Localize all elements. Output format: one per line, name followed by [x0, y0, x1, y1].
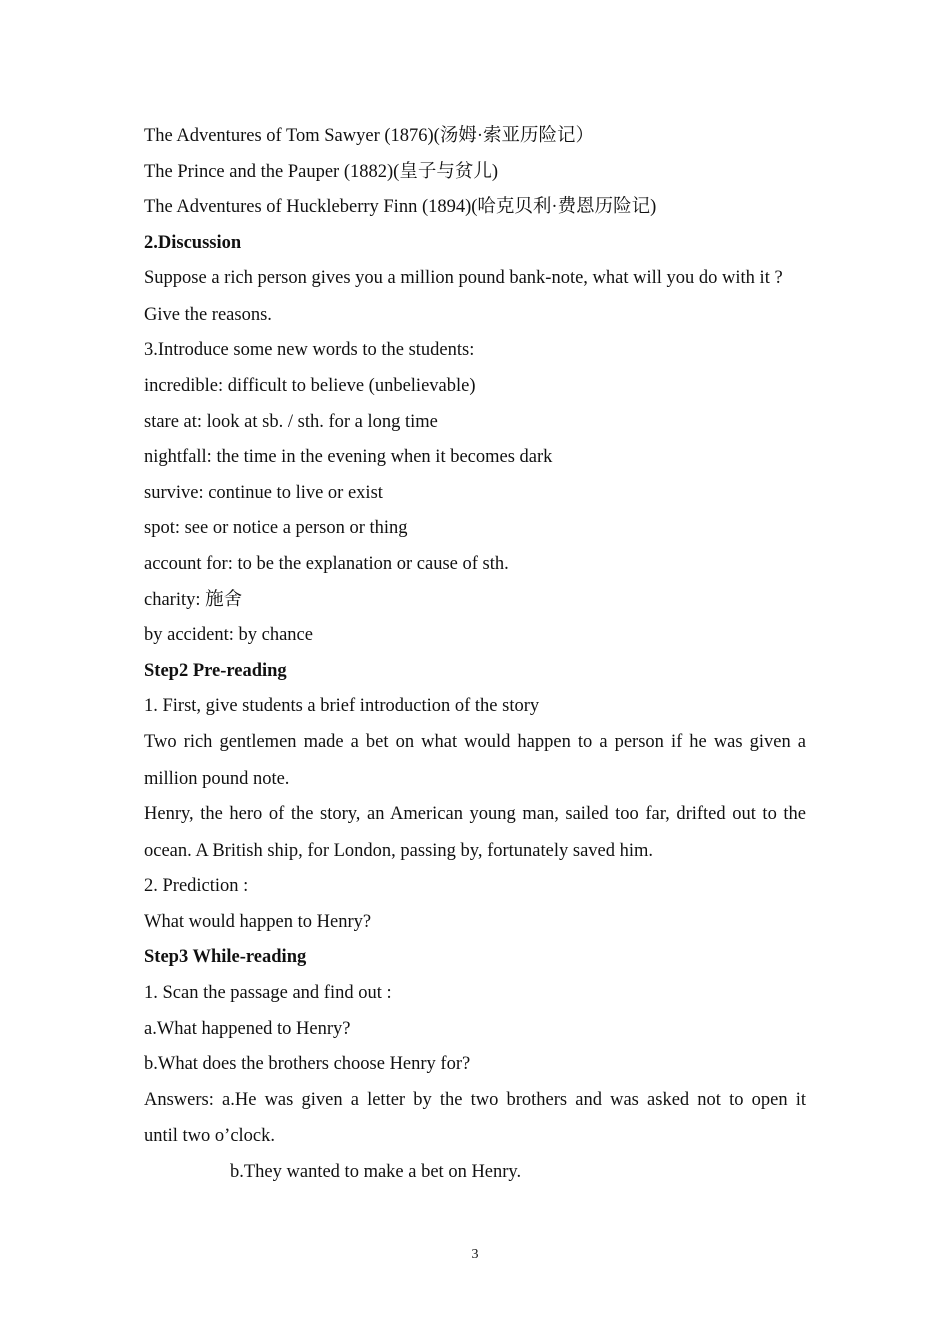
answer-line-2: until two o’clock.: [144, 1126, 276, 1147]
pre-reading-item-1: 1. First, give students a brief introduction of the story: [144, 696, 540, 717]
discussion-heading: 2.Discussion: [144, 232, 242, 253]
vocabulary-item: account for: to be the explanation or cause of sth.: [144, 554, 509, 575]
vocabulary-item: stare at: look at sb. / sth. for a long time: [144, 411, 438, 432]
question-b: b.What does the brothers choose Henry for?: [144, 1054, 471, 1075]
book-title-1: The Adventures of Tom Sawyer (1876)(汤姆·索亚历险记）: [144, 126, 594, 146]
page-number: 3: [471, 1247, 479, 1262]
book-title-2: The Prince and the Pauper (1882)(皇子与贫儿): [144, 161, 498, 182]
vocabulary-item: survive: continue to live or exist: [144, 482, 383, 503]
story-intro-line-2: million pound note.: [144, 768, 290, 789]
discussion-question: Suppose a rich person gives you a million pound bank-note, what will you do with it ?: [144, 268, 783, 289]
vocabulary-item: by accident: by chance: [144, 625, 313, 646]
story-intro-line-4: ocean. A British ship, for London, passing by, fortunately saved him.: [144, 840, 654, 861]
vocabulary-item: charity: 施舍: [144, 589, 243, 610]
vocabulary-item: spot: see or notice a person or thing: [144, 518, 408, 539]
document-body: [144, 122, 806, 1193]
while-reading-heading: Step3 While-reading: [144, 947, 307, 968]
scan-instruction: 1. Scan the passage and find out :: [144, 982, 392, 1003]
answer-line-1: Answers: a.He was given a letter by the two brothers and was asked not to open it: [144, 1089, 806, 1110]
answer-b: b.They wanted to make a bet on Henry.: [230, 1161, 522, 1182]
story-intro-line-3: Henry, the hero of the story, an American young man, sailed too far, drifted out to the: [144, 804, 806, 825]
question-a: a.What happened to Henry?: [144, 1018, 351, 1039]
book-title-3: The Adventures of Huckleberry Finn (1894)(哈克贝利·费恩历险记): [144, 197, 657, 218]
vocabulary-item: nightfall: the time in the evening when it becomes dark: [144, 447, 553, 468]
new-words-intro: 3.Introduce some new words to the students:: [144, 340, 475, 361]
discussion-instruction: Give the reasons.: [144, 304, 272, 325]
prediction-label: 2. Prediction :: [144, 876, 249, 897]
story-intro-line-1: Two rich gentlemen made a bet on what would happen to a person if he was given a: [144, 732, 806, 752]
vocabulary-item: incredible: difficult to believe (unbelievable): [144, 376, 476, 397]
pre-reading-heading: Step2 Pre-reading: [144, 660, 287, 681]
prediction-question: What would happen to Henry?: [144, 911, 372, 932]
